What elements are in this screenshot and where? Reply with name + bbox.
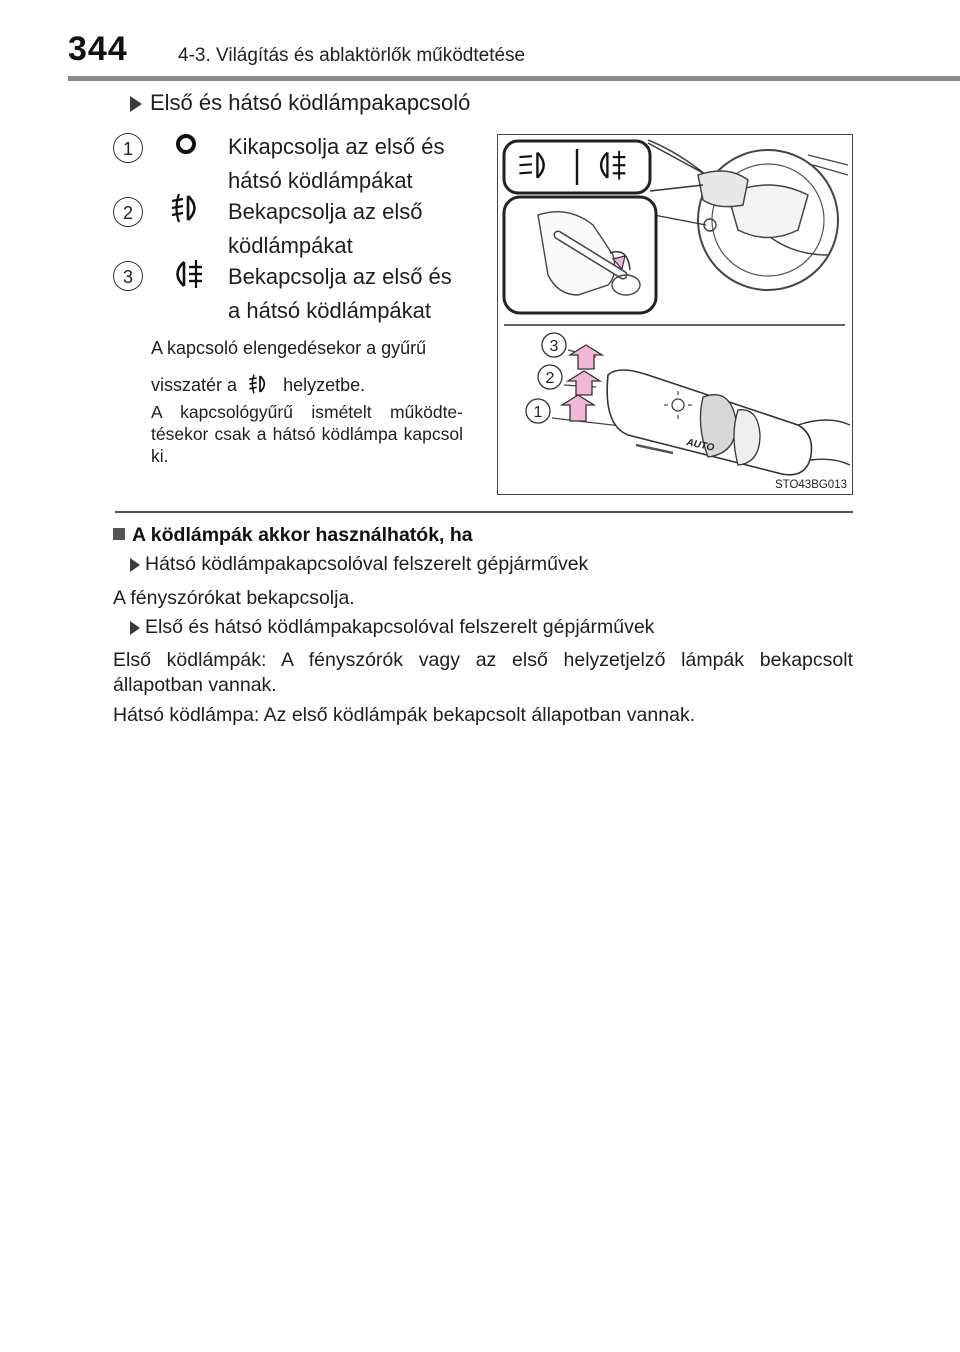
off-circle-icon xyxy=(168,128,208,164)
illustration-fog-switch xyxy=(497,134,853,495)
para-front-fog: Első ködlámpák: A fényszórók vagy az első helyzetjelző lámpák bekapcsolt állapotban vannak. xyxy=(113,649,853,696)
figure-code: STO43BG013 xyxy=(774,479,847,491)
figure-label-1: 1 xyxy=(533,404,543,421)
para-rear-fog: Hátsó ködlámpa: Az első ködlámpák bekapcsolt állapotban vannak. xyxy=(113,704,696,726)
figure-label-2: 2 xyxy=(545,370,555,387)
item-number-2: 2 xyxy=(113,197,143,227)
sub-heading-front-rear: Első és hátsó ködlámpakapcsolóval felszerelt gépjárművek xyxy=(130,615,654,640)
triangle-bullet-icon xyxy=(130,558,140,572)
subsection-heading xyxy=(130,90,470,116)
item-text-3: Bekapcsolja az első és a hátsó ködlámpákat xyxy=(228,264,452,323)
note-repeat: A kapcsológyűrű ismételt működte-tésekor csak a hátsó ködlámpa kapcsol ki. xyxy=(151,402,463,466)
triangle-bullet-icon xyxy=(130,621,140,635)
section-rule xyxy=(115,511,853,513)
front-fog-icon xyxy=(246,372,274,396)
section-title: A ködlámpák akkor használhatók, ha xyxy=(113,524,473,547)
lever-auto-text: AUTO xyxy=(685,437,716,454)
page-number: 344 xyxy=(68,30,128,68)
para-headlights: A fényszórókat bekapcsolja. xyxy=(113,587,355,609)
subsection-heading-text: Első és hátsó ködlámpakapcsoló xyxy=(150,90,471,115)
note-release: A kapcsoló elengedésekor a gyűrű visszatér a helyzetbe. xyxy=(151,338,427,395)
fog-switch-drawing xyxy=(498,135,851,493)
position-labels xyxy=(526,333,566,423)
item-text-2: Bekapcsolja az első ködlámpákat xyxy=(228,199,423,258)
figure-label-3: 3 xyxy=(549,338,559,355)
item-text-1: Kikapcsolja az első és hátsó ködlámpákat xyxy=(228,134,445,193)
triangle-bullet-icon xyxy=(130,96,142,112)
sub-heading-rear-only: Hátsó ködlámpakapcsolóval felszerelt gépjárművek xyxy=(130,552,588,577)
header-rule xyxy=(68,76,960,81)
square-bullet-icon xyxy=(113,528,125,540)
item-number-1: 1 xyxy=(113,133,143,163)
chapter-title: 4-3. Világítás és ablaktörlők működtetése xyxy=(178,45,526,66)
front-fog-icon xyxy=(168,190,208,226)
rear-fog-icon xyxy=(168,256,208,292)
item-number-3: 3 xyxy=(113,261,143,291)
